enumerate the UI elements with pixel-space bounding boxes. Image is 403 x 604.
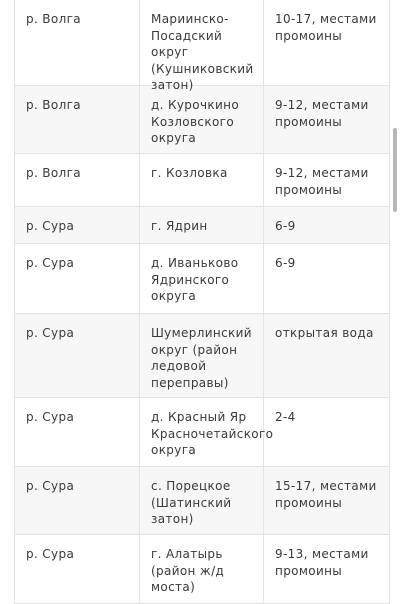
table-row	[15, 397, 389, 466]
thickness-cell: 10-17, местами промоины	[275, 12, 377, 43]
location-cell: г. Алатырь (район ж/д моста)	[140, 535, 264, 603]
location-cell: д. Иваньково Ядринского округа	[140, 244, 264, 313]
river-cell: р. Сура	[15, 535, 140, 603]
location-cell: с. Порецкое (Шатинский затон)	[140, 467, 264, 534]
table-row	[15, 206, 389, 243]
location-cell: д. Курочкино Козловского округа	[140, 86, 264, 153]
location-cell: Шумерлинский округ (район ледовой переправы)	[140, 314, 264, 397]
thickness-cell: 2-4	[275, 410, 296, 424]
location-cell: г. Ядрин	[140, 207, 264, 243]
thickness-cell: 9-13, местами промоины	[275, 547, 369, 578]
river-cell: р. Сура	[15, 467, 140, 534]
river-cell: р. Волга	[15, 154, 140, 206]
table-row	[15, 85, 389, 153]
location-cell: д. Красный Яр Красночетайского округа	[140, 398, 264, 466]
thickness-cell: 9-12, местами промоины	[275, 166, 369, 197]
thickness-cell: 6-9	[275, 256, 296, 270]
table-row	[15, 313, 389, 397]
table-row	[15, 466, 389, 534]
river-cell: р. Сура	[15, 207, 140, 243]
table-row	[15, 0, 389, 92]
thickness-cell: открытая вода	[275, 326, 374, 340]
table-row	[15, 153, 389, 206]
river-cell: р. Волга	[15, 0, 140, 85]
thickness-cell: 6-9	[275, 219, 296, 233]
river-cell: р. Сура	[15, 244, 140, 313]
table-row	[15, 243, 389, 313]
river-cell: р. Сура	[15, 314, 140, 397]
river-cell: р. Волга	[15, 86, 140, 153]
thickness-cell: 15-17, местами промоины	[275, 479, 377, 510]
location-cell: г. Козловка	[140, 154, 264, 206]
vertical-scrollbar[interactable]	[393, 128, 397, 212]
river-cell: р. Сура	[15, 398, 140, 466]
ice-thickness-table	[14, 0, 390, 604]
table-row	[15, 534, 389, 603]
thickness-cell: 9-12, местами промоины	[275, 98, 369, 129]
location-cell: Мариинско- Посадский округ (Кушниковский затон)	[140, 0, 264, 85]
